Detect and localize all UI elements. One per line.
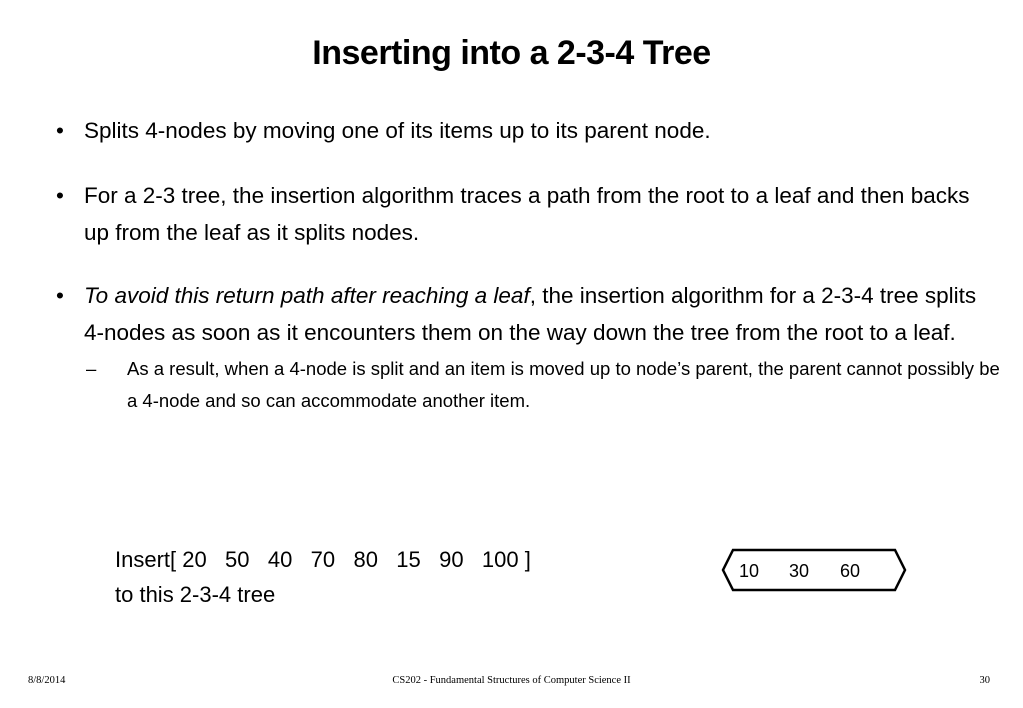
insert-keys-line: Insert[ 20 50 40 70 80 15 90 100 ] [115,547,531,572]
bullet-text: For a 2-3 tree, the insertion algorithm traces a path from the root to a leaf and then backs up from the leaf as it splits nodes. [84,183,970,245]
bullet-item [56,177,986,251]
insert-sequence [115,542,531,612]
bullet-marker: • [56,283,64,308]
bullet-marker: • [56,118,64,143]
sub-bullet-item [84,353,1007,417]
node-key: 30 [789,561,810,581]
insert-target-line: to this 2-3-4 tree [115,582,276,607]
bullet-marker: • [56,183,64,208]
bullet-emphasis-text: To avoid this return path after reaching a leaf [84,283,530,308]
slide-title: Inserting into a 2-3-4 Tree [312,34,711,72]
bullet-item [56,112,986,149]
footer-course: CS202 - Fundamental Structures of Computer Science II [392,675,631,686]
footer-page-number: 30 [979,675,990,686]
footer-date: 8/8/2014 [28,675,66,686]
bullet-list [56,112,1000,445]
bullet-text: , the insertion algorithm for a 2-3-4 tree splits 4-nodes as soon as it encounters them on the way down the tree from the root to a leaf. [84,283,977,345]
bullet-text: Splits 4-nodes by moving one of its items up to its parent node. [84,118,711,143]
bullet-item [56,277,1000,417]
sub-bullet-text: As a result, when a 4-node is split and an item is moved up to node’s parent, the parent cannot possibly be a 4-node and so can accommodate another item. [127,358,1000,411]
node-key: 60 [840,561,861,581]
sub-bullet-marker: – [86,358,97,379]
node-key: 10 [739,561,760,581]
tree-root-node [721,548,911,594]
